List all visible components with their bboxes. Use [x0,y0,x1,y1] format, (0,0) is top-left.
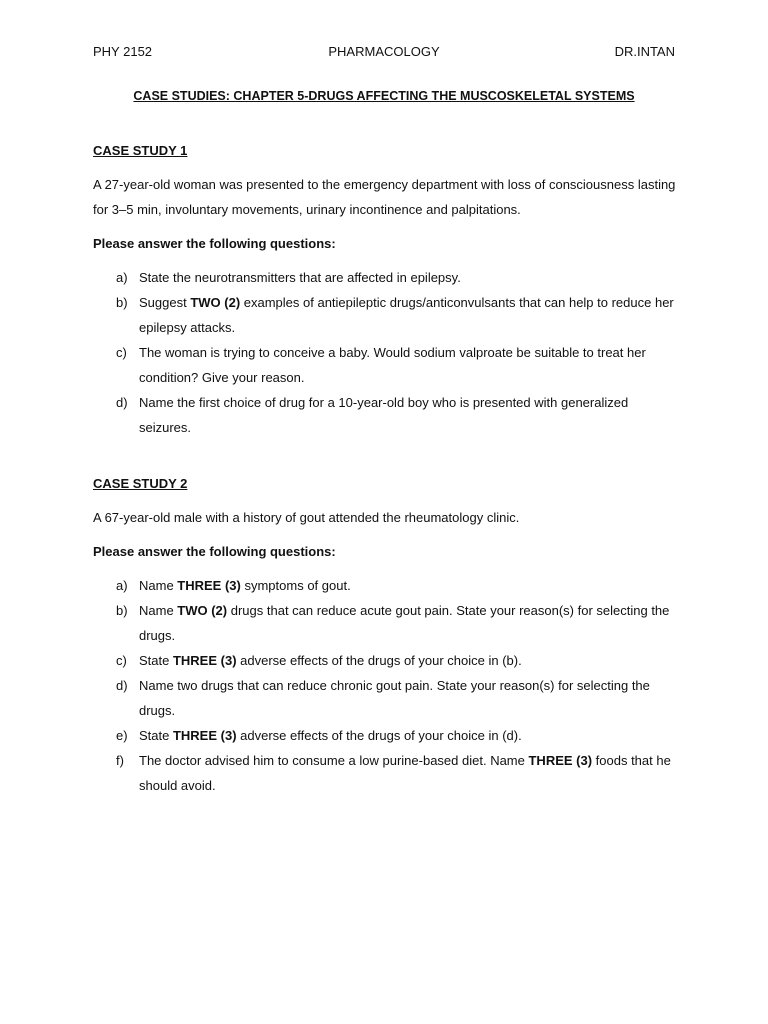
question-item [93,748,683,798]
question-text: State [139,728,173,743]
case-study-2-prompt: Please answer the following questions: [93,544,336,559]
question-text: State [139,653,173,668]
course-code: PHY 2152 [93,44,153,59]
question-text: adverse effects of the drugs of your choice in (d). [236,728,522,743]
question-emphasis: THREE (3) [177,578,241,593]
question-marker: c) [116,345,127,360]
question-text: State the neurotransmitters that are affected in epilepsy. [139,270,461,285]
question-marker: d) [116,395,128,410]
question-item [93,265,683,290]
document-title: CASE STUDIES: CHAPTER 5-DRUGS AFFECTING THE MUSCOSKELETAL SYSTEMS [133,89,635,103]
question-emphasis: THREE (3) [172,728,237,743]
question-item [93,290,683,340]
question-item [93,598,683,648]
question-text: Name [139,603,178,618]
question-text: symptoms of gout. [240,578,351,593]
question-text: examples of antiepileptic drugs/anticonvulsants that can help to reduce her epilepsy attacks. [139,295,674,335]
question-text: adverse effects of the drugs of your choice in (b). [236,653,522,668]
question-text: The doctor advised him to consume a low purine-based diet. Name [139,753,529,768]
question-item [93,648,683,673]
question-text: The woman is trying to conceive a baby. Would sodium valproate be suitable to treat her condition? Give your reason. [139,345,646,385]
question-text: drugs that can reduce acute gout pain. State your reason(s) for selecting the drugs. [139,603,670,643]
question-emphasis: TWO (2) [177,603,228,618]
question-item [93,340,683,390]
question-emphasis: TWO (2) [190,295,241,310]
question-marker: c) [116,653,127,668]
case-study-2 [93,471,683,798]
question-emphasis: THREE (3) [528,753,593,768]
question-marker: a) [116,578,128,593]
case-study-1-scenario: A 27-year-old woman was presented to the emergency department with loss of consciousness lasting for 3–5 min, involuntary movements, urinary incontinence and palpitations. [93,177,676,217]
question-text: Name two drugs that can reduce chronic gout pain. State your reason(s) for selecting the drugs. [139,678,650,718]
question-marker: f) [116,753,124,768]
case-study-1-heading: CASE STUDY 1 [93,143,188,158]
question-marker: d) [116,678,128,693]
case-study-2-heading: CASE STUDY 2 [93,476,188,491]
case-study-1 [93,138,683,440]
question-text: foods that he should avoid. [139,753,671,793]
question-marker: b) [116,295,128,310]
question-item [93,723,683,748]
question-text: Name the first choice of drug for a 10-year-old boy who is presented with generalized seizures. [139,395,629,435]
page-header [93,39,675,63]
case-study-1-questions [93,265,683,440]
case-study-2-questions [93,573,683,798]
question-item [93,573,683,598]
question-emphasis: THREE (3) [172,653,237,668]
case-study-1-prompt: Please answer the following questions: [93,236,336,251]
question-marker: b) [116,603,128,618]
question-marker: e) [116,728,128,743]
lecturer-name: DR.INTAN [614,44,675,59]
question-item [93,673,683,723]
subject-name: PHARMACOLOGY [328,44,440,59]
question-marker: a) [116,270,128,285]
question-item [93,390,683,440]
question-text: Suggest [139,295,191,310]
case-study-2-scenario: A 67-year-old male with a history of gout attended the rheumatology clinic. [93,510,520,525]
question-text: Name [139,578,178,593]
